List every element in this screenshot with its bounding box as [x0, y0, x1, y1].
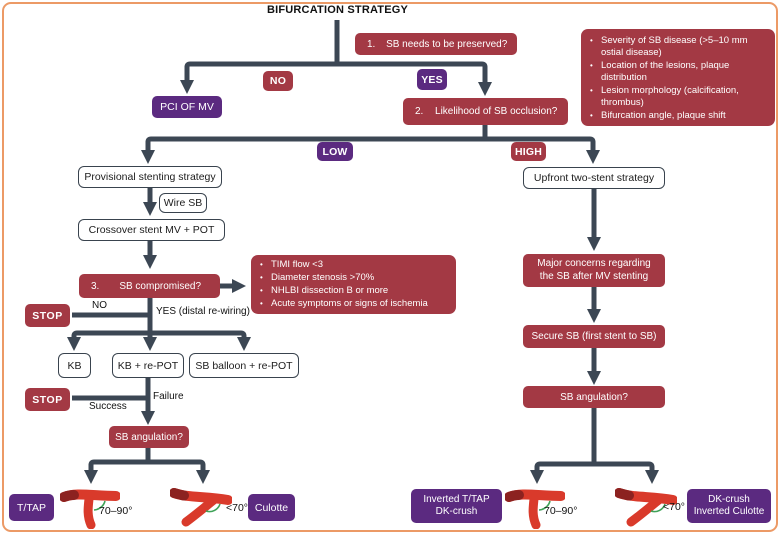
angle-label-left-y: <70°: [226, 502, 249, 514]
outcome-dk-crush-inverted-culotte: [687, 489, 771, 523]
node-sb-balloon-repot: SB balloon + re-POT: [189, 353, 299, 378]
bifurcation-y-angle-icon: [170, 483, 232, 529]
info-compromise-criteria: [251, 255, 456, 314]
stop-node-2: STOP: [25, 388, 70, 411]
info-occlusion-factors: [581, 29, 775, 126]
question-text: SB needs to be preserved?: [386, 38, 508, 50]
question-sb-preserved: [355, 33, 517, 55]
edge-label-no: NO: [92, 300, 107, 311]
node-provisional-stenting: Provisional stenting strategy: [78, 166, 222, 188]
bullet-item: • Diameter stenosis >70%: [271, 272, 448, 284]
badge-low: LOW: [317, 142, 353, 161]
question-number: 3.: [91, 280, 100, 292]
outcome-ttap: T/TAP: [9, 494, 54, 521]
badge-high: HIGH: [511, 142, 546, 161]
bullet-item: • NHLBI dissection B or more: [271, 285, 448, 297]
outcome-inverted-ttap-dk-crush: [411, 489, 502, 523]
node-sb-angulation-right: SB angulation?: [523, 386, 665, 408]
bullet-item: • Lesion morphology (calcification, thrombus): [601, 85, 767, 109]
node-secure-sb: Secure SB (first stent to SB): [523, 325, 665, 348]
bullet-list: [587, 35, 767, 122]
outcome-line: Inverted T/TAP: [423, 493, 490, 505]
angle-label-right-t: 70–90°: [544, 505, 578, 517]
node-major-concerns: Major concerns regarding the SB after MV stenting: [523, 254, 665, 287]
question-sb-occlusion: [403, 98, 568, 125]
bullet-item: • Severity of SB disease (>5–10 mm ostial disease): [601, 35, 767, 59]
question-text: SB compromised?: [119, 280, 202, 292]
edge-label-success: Success: [89, 401, 127, 412]
bullet-list: [257, 259, 448, 310]
node-kb: KB: [58, 353, 91, 378]
bullet-item: • TIMI flow <3: [271, 259, 448, 271]
node-sb-angulation-left: SB angulation?: [109, 426, 189, 448]
outcome-line: DK-crush: [435, 506, 478, 517]
node-crossover-stent: Crossover stent MV + POT: [78, 219, 225, 241]
angle-label-right-y: <70°: [663, 501, 686, 513]
page-title: BIFURCATION STRATEGY: [266, 4, 409, 16]
bullet-item: • Acute symptoms or signs of ischemia: [271, 298, 448, 310]
bullet-item: • Bifurcation angle, plaque shift: [601, 110, 767, 122]
bullet-item: • Location of the lesions, plaque distribution: [601, 60, 767, 84]
outcome-culotte: Culotte: [248, 494, 295, 521]
node-wire-sb: Wire SB: [159, 193, 207, 213]
edge-label-yes-distal: YES (distal re-wiring): [156, 306, 250, 317]
stop-node-1: STOP: [25, 304, 70, 327]
badge-yes: YES: [417, 69, 447, 90]
question-number: 2.: [415, 106, 424, 117]
outcome-line: DK-crush: [708, 493, 750, 505]
node-kb-repot: KB + re-POT: [112, 353, 184, 378]
angle-label-left-t: 70–90°: [99, 505, 133, 517]
node-pci-of-mv: PCI OF MV: [152, 96, 222, 118]
node-upfront-two-stent: Upfront two-stent strategy: [523, 167, 665, 189]
question-text: Likelihood of SB occlusion?: [435, 106, 558, 117]
badge-no: NO: [263, 71, 293, 91]
outcome-line: Inverted Culotte: [693, 506, 765, 517]
question-sb-compromised: [79, 274, 220, 298]
question-number: 1.: [367, 38, 376, 50]
edge-label-failure: Failure: [153, 391, 184, 402]
